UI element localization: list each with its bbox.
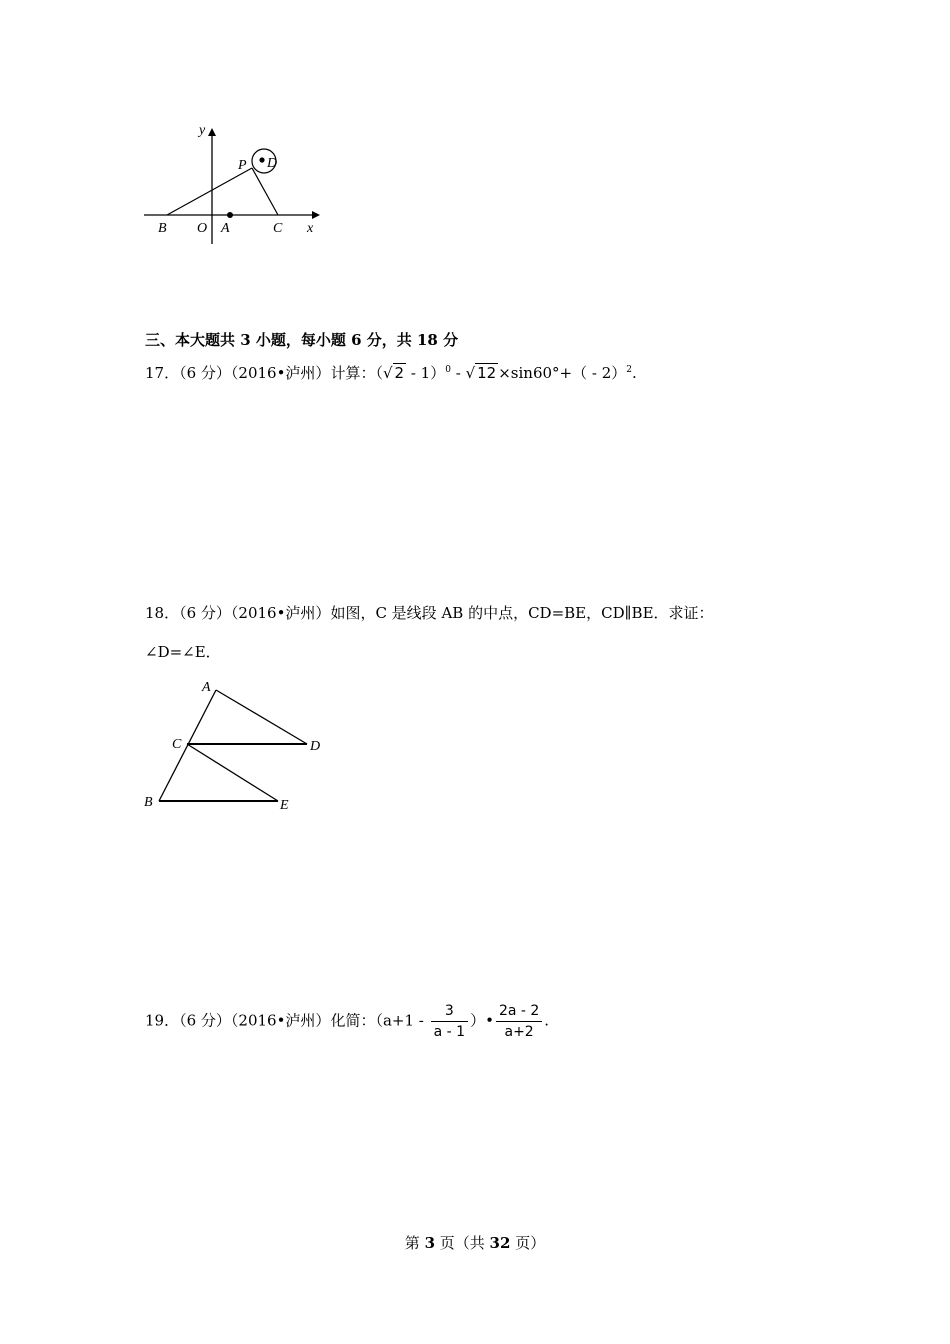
label-c: C (273, 221, 283, 236)
q18-number: 18． (145, 604, 180, 622)
coordinate-figure (140, 120, 330, 250)
segment-ad (216, 690, 307, 744)
fraction-2a-minus-2-over-a-plus-2: $\frac{2a - 2}{a+2}$ (496, 1003, 542, 1040)
segment-ab (159, 690, 216, 801)
q18-text: 如图，C 是线段 AB 的中点，CD=BE，CD∥BE．求证： (330, 604, 714, 622)
fraction-3-over-a-minus-1: $\frac{3}{a - 1}$ (431, 1003, 468, 1040)
segment-bp (167, 168, 252, 215)
y-axis-arrow (208, 128, 216, 136)
q19-instruction: 化简： (330, 1011, 376, 1030)
q17-number: 17． (145, 364, 180, 382)
point-d (259, 157, 264, 162)
q19-source: （2016•泸州） (230, 1011, 331, 1030)
triangle-figure (140, 676, 340, 821)
q18-source: （2016•泸州） (230, 604, 331, 622)
page-footer: 第 3 页（共 32 页） (404, 1234, 546, 1252)
q17-source: （2016•泸州） (230, 364, 331, 382)
label-b: B (158, 221, 167, 236)
label-c: C (172, 737, 182, 752)
label-a: A (221, 221, 230, 236)
q18-points: （6 分） (179, 604, 231, 622)
segment-pc (252, 168, 278, 215)
label-x: x (307, 221, 314, 236)
q19-points: （6 分） (179, 1011, 231, 1030)
sqrt-12: √ 12 (465, 364, 497, 382)
label-y: y (199, 123, 206, 138)
total-pages: 32 (489, 1234, 511, 1252)
question-17: 17．（6 分）（2016•泸州）计算：（√ 2 - 1）$^0$ - √ 12 ×sin60°+（ - 2）$^2$. (145, 364, 637, 382)
question-18-line2: ∠D=∠E． (145, 643, 221, 661)
section-heading: 三、本大题共 3 小题，每小题 6 分，共 18 分 (145, 331, 459, 349)
q19-number: 19． (145, 1011, 180, 1030)
label-p: P (238, 158, 247, 173)
question-18 (145, 602, 714, 623)
q17-instruction: 计算： (330, 364, 376, 382)
label-e: E (280, 798, 289, 813)
label-d: D (267, 156, 278, 171)
label-a: A (202, 680, 211, 695)
label-d: D (310, 739, 321, 754)
label-b: B (144, 795, 153, 810)
point-a (227, 212, 233, 218)
segment-ce (187, 744, 278, 801)
current-page: 3 (424, 1234, 435, 1252)
question-19: 19．（6 分）（2016•泸州）化简：（a+1 - $\frac{3}{a - 1}$ ）• $\frac{2a - 2}{a+2}$ . (145, 1003, 550, 1040)
q17-points: （6 分） (179, 364, 231, 382)
label-o: O (197, 221, 208, 236)
x-axis-arrow (312, 211, 320, 219)
sqrt-2: √ 2 (382, 364, 405, 382)
